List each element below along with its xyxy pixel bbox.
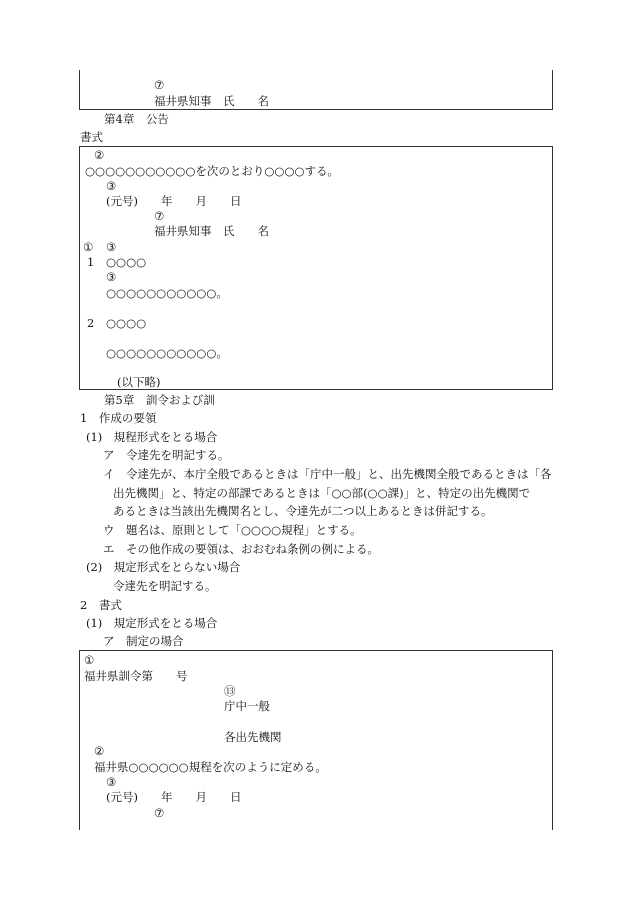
subsection-1-2-heading: (2) 規定形式をとらない場合 (86, 560, 241, 574)
circled-number-3: ③ (106, 179, 117, 193)
omitted-note: (以下略) (117, 375, 161, 389)
circled-number-7: ⑦ (154, 78, 165, 92)
format-label: 書式 (80, 130, 103, 144)
chapter-5-heading: 第5章 訓令および訓 (104, 393, 215, 407)
circled-number-7: ⑦ (154, 209, 165, 223)
item-2-body: ○○○○○○○○○○○。 (106, 346, 228, 360)
circled-number-7: ⑦ (154, 806, 165, 820)
item-number-1: 1 (87, 255, 95, 269)
subsection-1-2-body: 令達先を明記する。 (113, 579, 217, 593)
section-1-heading: 1 作成の要領 (80, 411, 157, 425)
decision-text: 福井県○○○○○○規程を次のように定める。 (94, 760, 327, 774)
circled-number-2: ② (94, 148, 105, 162)
announcement-text: ○○○○○○○○○○○を次のとおり○○○○する。 (85, 164, 340, 178)
continued-form-box (79, 70, 553, 110)
item-number-2: 2 (87, 316, 95, 330)
item-2-title: ○○○○ (106, 316, 147, 330)
subsection-1-1-heading: (1) 規程形式をとる場合 (86, 430, 218, 444)
destination-office-general: 庁中一般 (224, 699, 270, 713)
item-1-title: ○○○○ (106, 255, 147, 269)
date-line: (元号) 年 月 日 (106, 790, 242, 804)
governor-signature: 福井県知事 氏 名 (154, 224, 269, 238)
item-1-body: ○○○○○○○○○○○。 (106, 286, 228, 300)
chapter-4-heading: 第4章 公告 (104, 112, 169, 126)
circled-number-1: ① (84, 653, 95, 667)
governor-signature: 福井県知事 氏 名 (154, 94, 269, 108)
item-c: ウ 題名は、原則として「○○○○規程」とする。 (103, 523, 362, 537)
item-a: ア 令達先を明記する。 (103, 448, 230, 462)
item-b-line-1: イ 令達先が、本庁全般であるときは「庁中一般」と、出先機関全般であるときは「各 (103, 467, 552, 481)
item-b-line-3: あるときは当該出先機関名とし、令達先が二つ以上あるときは併記する。 (113, 504, 493, 518)
item-b-line-2: 出先機関」と、特定の部課であるときは「○○部(○○課)」と、特定の出先機関で (113, 486, 531, 500)
circled-number-3: ③ (106, 775, 117, 789)
item-d: エ その他作成の要領は、おおむね条例の例による。 (103, 542, 379, 556)
circled-number-2: ② (94, 744, 105, 758)
subsection-2-1-heading: (1) 規定形式をとる場合 (86, 616, 218, 630)
circled-number-3: ③ (106, 270, 117, 284)
circled-number-3: ③ (106, 240, 117, 254)
destination-branch-offices: 各出先機関 (224, 730, 282, 744)
section-2-heading: 2 書式 (80, 598, 122, 612)
date-line: (元号) 年 月 日 (106, 194, 242, 208)
order-number: 福井県訓令第 号 (84, 669, 188, 683)
item-a-enactment: ア 制定の場合 (103, 634, 184, 648)
circled-number-1: ① (83, 240, 94, 254)
circled-number-13: ⑬ (224, 684, 236, 698)
